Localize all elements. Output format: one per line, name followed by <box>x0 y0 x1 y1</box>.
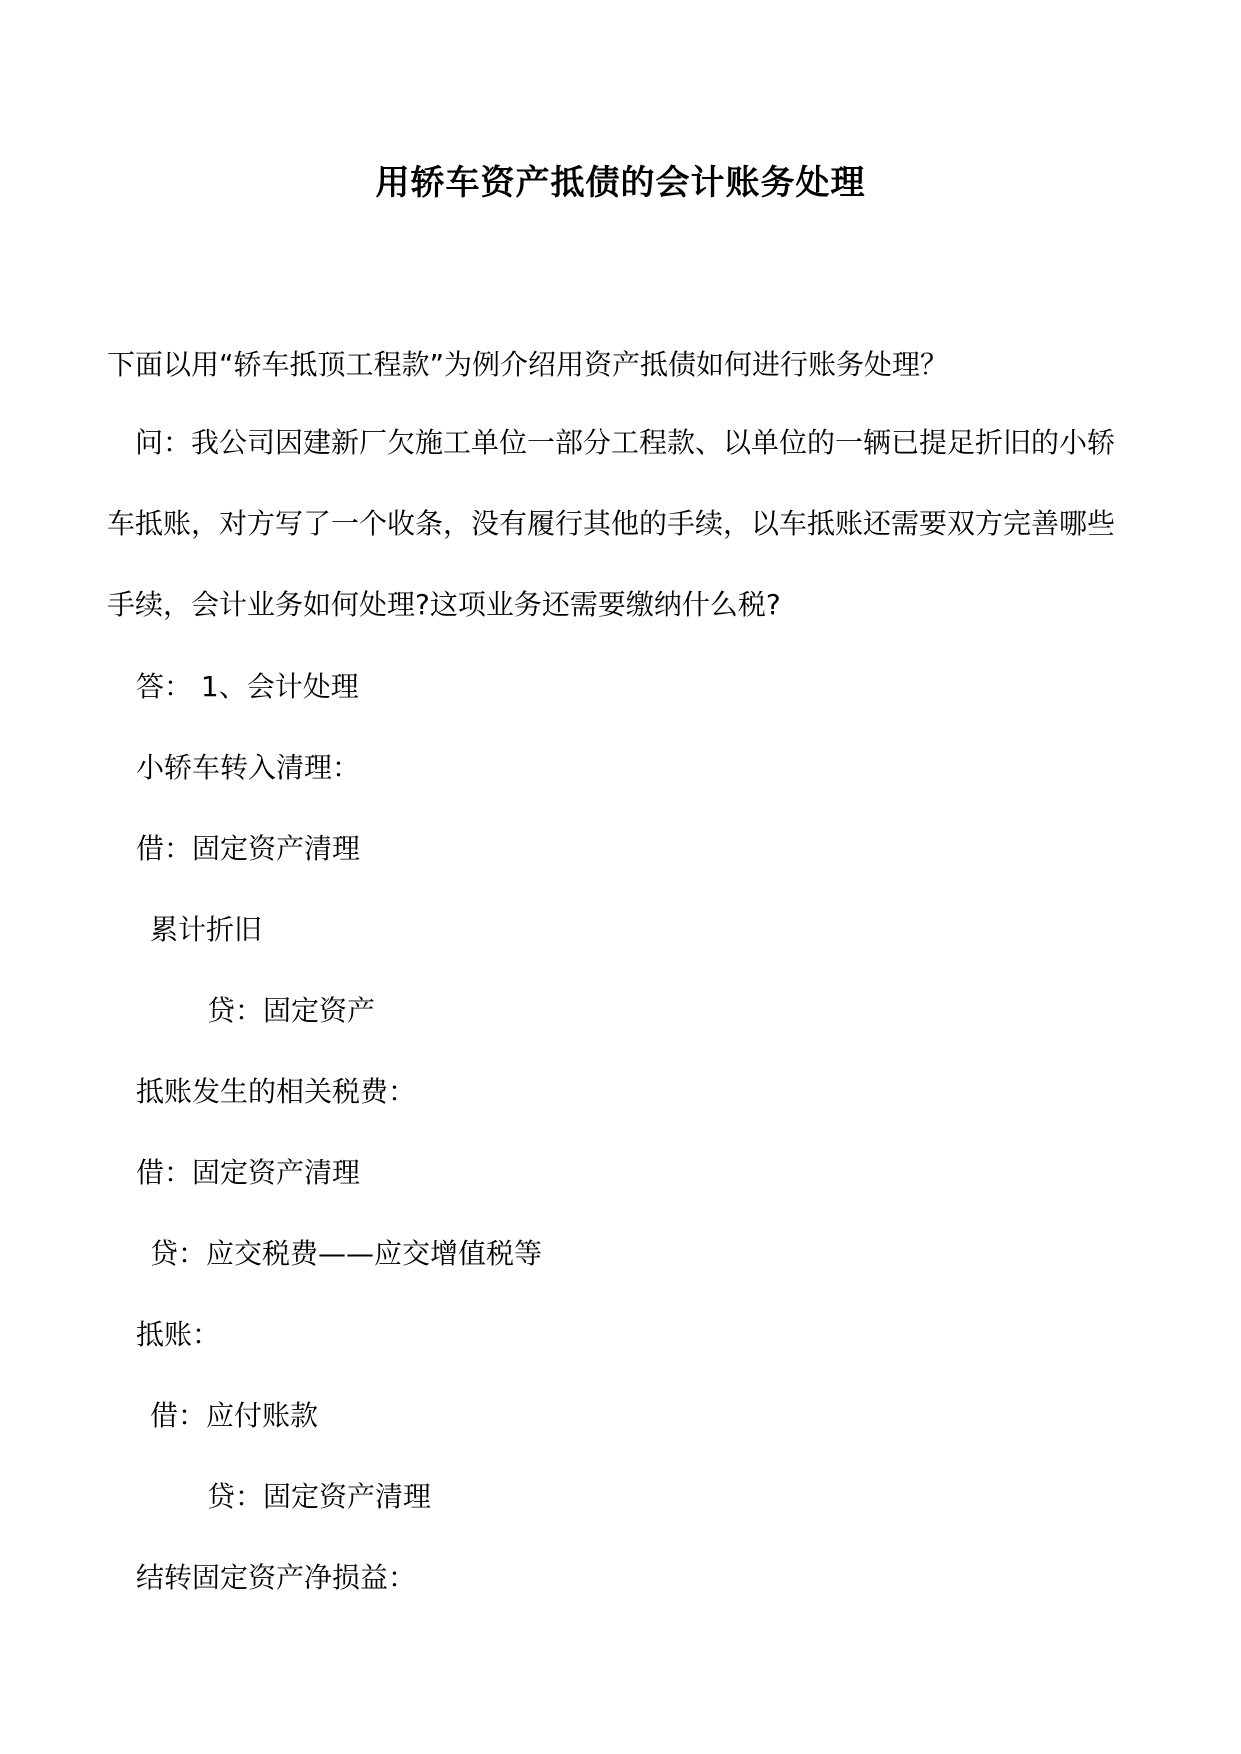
entry-credit-fixed-assets: 贷：固定资产 <box>207 994 376 1027</box>
entry-accumulated-depreciation: 累计折旧 <box>150 913 263 946</box>
answer-heading: 答： 1、会计处理 <box>136 670 359 703</box>
entry-credit-taxes-payable: 贷：应交税费——应交增值税等 <box>150 1237 543 1270</box>
section-heading-offset: 抵账： <box>136 1318 221 1351</box>
section-heading-taxes: 抵账发生的相关税费： <box>136 1075 417 1108</box>
question-paragraph: 问：我公司因建新厂欠施工单位一部分工程款、以单位的一辆已提足折旧的小轿车抵账，对方写了一个收条，没有履行其他的手续，以车抵账还需要双方完善哪些手续，会计业务如何处理?这项业务还需要缴纳什么税? <box>107 426 1116 621</box>
entry-debit-disposal-tax: 借：固定资产清理 <box>136 1156 361 1189</box>
entry-debit-accounts-payable: 借：应付账款 <box>150 1399 319 1432</box>
entry-credit-disposal: 贷：固定资产清理 <box>207 1480 432 1513</box>
section-heading-net-gain-loss: 结转固定资产净损益： <box>136 1561 417 1594</box>
intro-paragraph: 下面以用“轿车抵顶工程款”为例介绍用资产抵债如何进行账务处理？ <box>107 348 949 381</box>
entry-debit-disposal: 借：固定资产清理 <box>136 832 361 865</box>
document-title: 用轿车资产抵债的会计账务处理 <box>375 163 866 203</box>
section-heading-transfer: 小轿车转入清理： <box>136 751 361 784</box>
